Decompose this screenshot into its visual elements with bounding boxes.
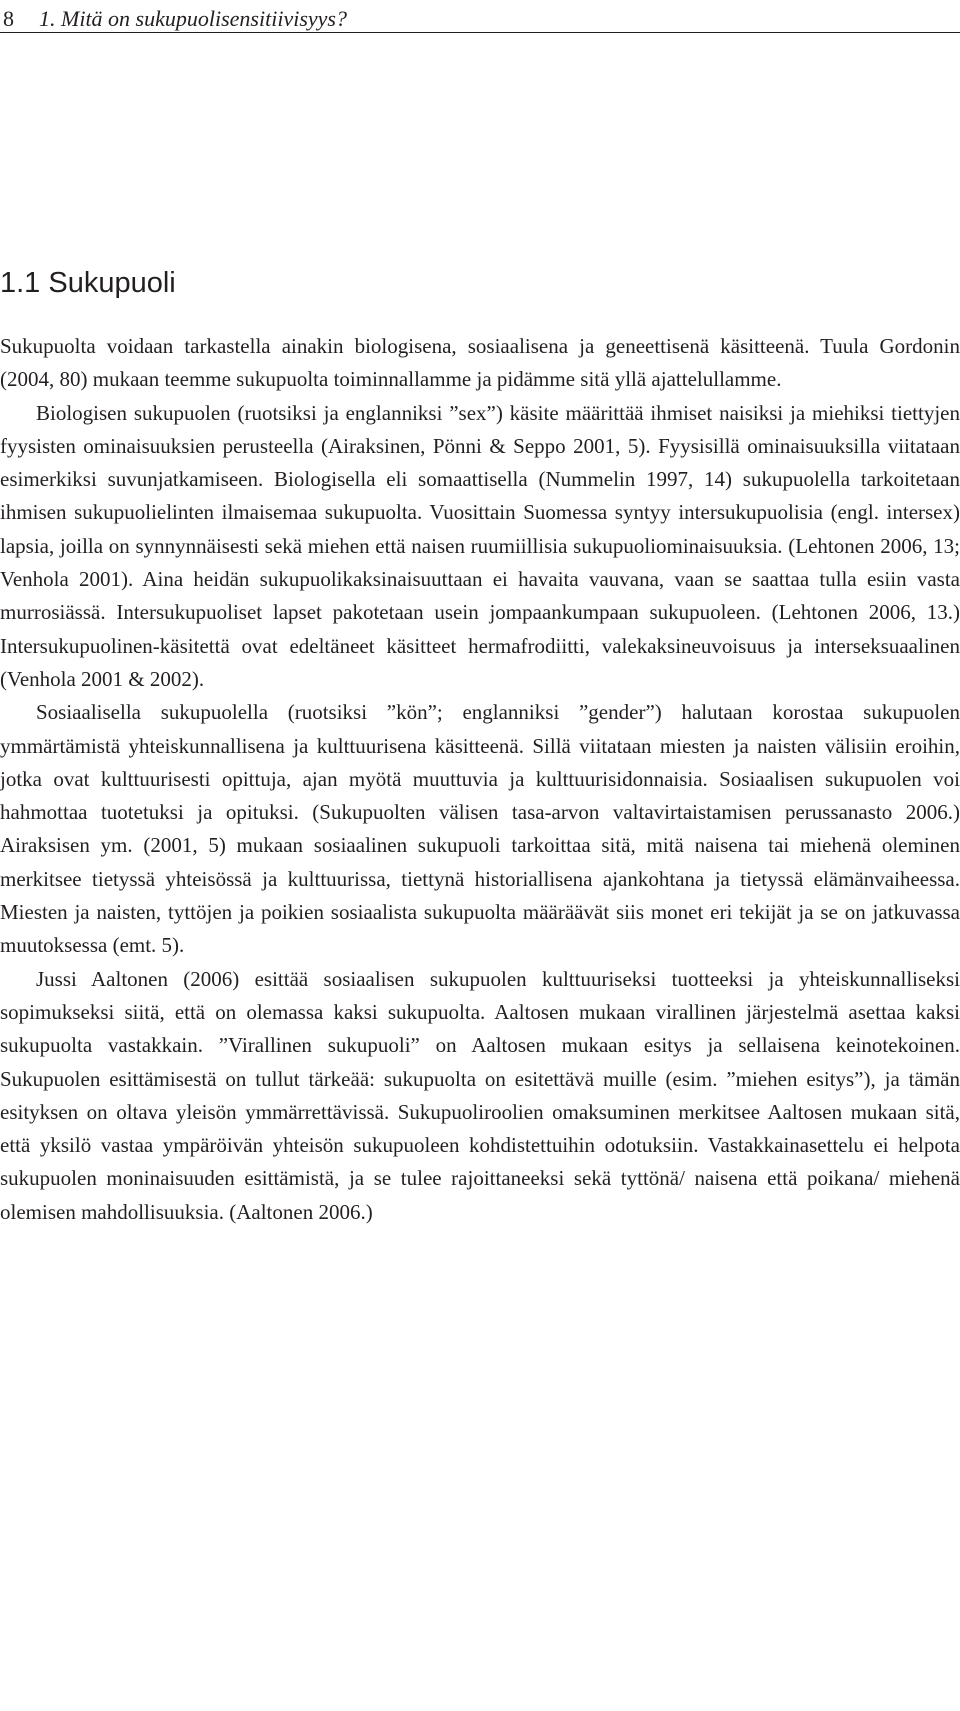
body-text bbox=[0, 330, 960, 1229]
running-header bbox=[0, 6, 960, 33]
section-heading: 1.1 Sukupuoli bbox=[0, 267, 176, 299]
paragraph-biological-sex: Biologisen sukupuolen (ruotsiksi ja englanniksi ”sex”) käsite määrittää ihmiset naisiksi ja miehiksi tiettyjen fyysisten ominaisuuksien perusteella (Airaksinen, Pönni & Seppo 2001, 5). Fyysisillä ominaisuuksilla viitataan esimerkiksi suvunjatkamiseen. Biologisella eli somaattisella (Nummelin 1997, 14) sukupuolella tarkoitetaan ihmisen sukupuolielinten ilmaisemaa sukupuolta. Vuosittain Suomessa syntyy intersukupuolisia (engl. intersex) lapsia, joilla on synnynnäisesti sekä miehen että naisen ruumiillisia sukupuoliominaisuuksia. (Lehtonen 2006, 13; Venhola 2001). Aina heidän sukupuolikaksinaisuuttaan ei havaita vauvana, vaan se saattaa tulla esiin vasta murrosiässä. Intersukupuoliset lapset pakotetaan usein jompaankumpaan sukupuoleen. (Lehtonen 2006, 13.) Intersukupuolinen-käsitettä ovat edeltäneet käsitteet hermafrodiitti, valekaksineuvoisuus ja interseksuaalinen (Venhola 2001 & 2002). bbox=[0, 400, 960, 691]
paragraph-social-gender: Sosiaalisella sukupuolella (ruotsiksi ”kön”; englanniksi ”gender”) halutaan korostaa sukupuolen ymmärtämistä yhteiskunnallisena ja kulttuurisena käsitteenä. Sillä viitataan miesten ja naisten välisiin eroihin, jotka ovat kulttuurisesti opittuja, ajan myötä muuttuvia ja kulttuurisidonnaisia. Sosiaalisen sukupuolen voi hahmottaa tuotetuksi ja opituksi. (Sukupuolten välisen tasa-arvon valtavirtaistamisen perussanasto 2006.) Airaksisen ym. (2001, 5) mukaan sosiaalinen sukupuoli tarkoittaa sitä, mitä naisena tai miehenä oleminen merkitsee tietyssä yhteisössä ja kulttuurissa, tiettynä historiallisena ajankohtana ja tietyssä elämänvaiheessa. Miesten ja naisten, tyttöjen ja poikien sosiaalista sukupuolta määräävät siis monet eri tekijät ja se on jatkuvassa muutoksessa (emt. 5). bbox=[0, 700, 960, 958]
paragraph-aaltonen: Jussi Aaltonen (2006) esittää sosiaalisen sukupuolen kulttuuriseksi tuotteeksi ja yhteiskunnalliseksi sopimukseksi siitä, että on olemassa kaksi sukupuolta. Aaltosen mukaan virallinen järjestelmä asettaa kaksi sukupuolta vastakkain. ”Virallinen sukupuoli” on Aaltosen mukaan esitys ja sellaisena keinotekoinen. Sukupuolen esittämisestä on tullut tärkeää: sukupuolta on esitettävä muille (esim. ”miehen esitys”), ja tämän esityksen on oltava yleisön ymmärrettävissä. Sukupuoliroolien omaksuminen merkitsee Aaltosen mukaan sitä, että yksilö vastaa ympäröivän yhteisön sukupuoleen kohdistettuihin odotuksiin. Vastakkainasettelu ei helpota sukupuolen moninaisuuden esittämistä, ja se tulee rajoittaneeksi sekä tyttönä/ naisena että poikana/ miehenä olemisen mahdollisuuksia. (Aaltonen 2006.) bbox=[0, 966, 960, 1224]
page-number: 8 bbox=[3, 6, 14, 31]
paragraph-intro: Sukupuolta voidaan tarkastella ainakin biologisena, sosiaalisena ja geneettisenä käsitteenä. Tuula Gordonin (2004, 80) mukaan teemme sukupuolta toiminnallamme ja pidämme sitä yllä ajattelullamme. bbox=[0, 334, 960, 392]
chapter-title: 1. Mitä on sukupuolisensitiivisyys? bbox=[39, 6, 347, 31]
